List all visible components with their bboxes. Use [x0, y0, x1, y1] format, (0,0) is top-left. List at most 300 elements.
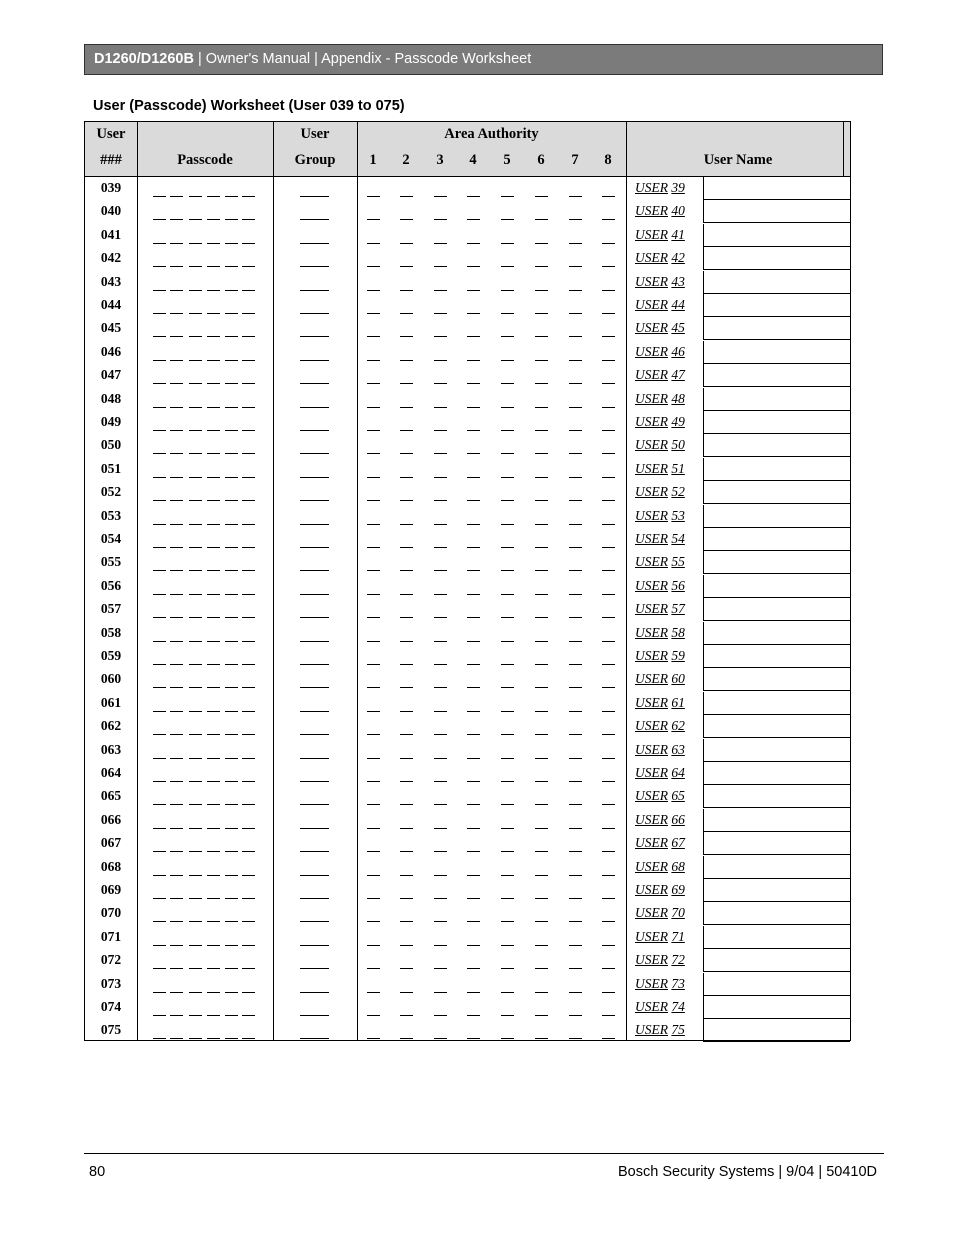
passcode-digit-blank[interactable]: [242, 968, 255, 969]
area-3-blank[interactable]: [434, 828, 447, 829]
area-7-blank[interactable]: [569, 453, 582, 454]
area-3-blank[interactable]: [434, 617, 447, 618]
passcode-digit-blank[interactable]: [225, 1015, 238, 1016]
area-7-blank[interactable]: [569, 266, 582, 267]
area-6-blank[interactable]: [535, 453, 548, 454]
area-4-blank[interactable]: [467, 968, 480, 969]
user-group-blank[interactable]: [300, 1038, 329, 1039]
passcode-digit-blank[interactable]: [153, 313, 166, 314]
passcode-digit-blank[interactable]: [153, 734, 166, 735]
passcode-digit-blank[interactable]: [189, 1038, 202, 1039]
area-4-blank[interactable]: [467, 243, 480, 244]
user-name-field[interactable]: [703, 551, 850, 574]
passcode-digit-blank[interactable]: [189, 664, 202, 665]
area-5-blank[interactable]: [501, 290, 514, 291]
passcode-digit-blank[interactable]: [153, 711, 166, 712]
area-6-blank[interactable]: [535, 828, 548, 829]
area-4-blank[interactable]: [467, 687, 480, 688]
area-2-blank[interactable]: [400, 851, 413, 852]
area-6-blank[interactable]: [535, 360, 548, 361]
passcode-digit-blank[interactable]: [153, 1038, 166, 1039]
area-6-blank[interactable]: [535, 594, 548, 595]
passcode-digit-blank[interactable]: [170, 711, 183, 712]
area-2-blank[interactable]: [400, 945, 413, 946]
area-1-blank[interactable]: [367, 407, 380, 408]
passcode-digit-blank[interactable]: [170, 734, 183, 735]
passcode-digit-blank[interactable]: [189, 828, 202, 829]
passcode-digit-blank[interactable]: [207, 617, 220, 618]
area-8-blank[interactable]: [602, 430, 615, 431]
area-3-blank[interactable]: [434, 500, 447, 501]
area-8-blank[interactable]: [602, 524, 615, 525]
area-2-blank[interactable]: [400, 524, 413, 525]
user-name-field[interactable]: [703, 294, 850, 317]
passcode-digit-blank[interactable]: [170, 992, 183, 993]
passcode-digit-blank[interactable]: [207, 851, 220, 852]
passcode-digit-blank[interactable]: [207, 360, 220, 361]
area-6-blank[interactable]: [535, 734, 548, 735]
passcode-digit-blank[interactable]: [207, 266, 220, 267]
passcode-digit-blank[interactable]: [207, 687, 220, 688]
passcode-digit-blank[interactable]: [225, 711, 238, 712]
area-2-blank[interactable]: [400, 804, 413, 805]
area-5-blank[interactable]: [501, 243, 514, 244]
area-5-blank[interactable]: [501, 219, 514, 220]
passcode-digit-blank[interactable]: [225, 290, 238, 291]
passcode-digit-blank[interactable]: [225, 992, 238, 993]
area-7-blank[interactable]: [569, 828, 582, 829]
passcode-digit-blank[interactable]: [189, 968, 202, 969]
area-2-blank[interactable]: [400, 992, 413, 993]
passcode-digit-blank[interactable]: [170, 570, 183, 571]
passcode-digit-blank[interactable]: [207, 500, 220, 501]
area-3-blank[interactable]: [434, 290, 447, 291]
area-3-blank[interactable]: [434, 1015, 447, 1016]
area-4-blank[interactable]: [467, 453, 480, 454]
area-1-blank[interactable]: [367, 664, 380, 665]
area-3-blank[interactable]: [434, 594, 447, 595]
passcode-digit-blank[interactable]: [189, 804, 202, 805]
area-4-blank[interactable]: [467, 921, 480, 922]
area-1-blank[interactable]: [367, 851, 380, 852]
user-group-blank[interactable]: [300, 266, 329, 267]
area-7-blank[interactable]: [569, 734, 582, 735]
passcode-digit-blank[interactable]: [170, 243, 183, 244]
passcode-digit-blank[interactable]: [242, 734, 255, 735]
area-8-blank[interactable]: [602, 407, 615, 408]
passcode-digit-blank[interactable]: [225, 196, 238, 197]
area-6-blank[interactable]: [535, 968, 548, 969]
passcode-digit-blank[interactable]: [153, 360, 166, 361]
area-6-blank[interactable]: [535, 945, 548, 946]
passcode-digit-blank[interactable]: [170, 1038, 183, 1039]
area-6-blank[interactable]: [535, 500, 548, 501]
passcode-digit-blank[interactable]: [170, 477, 183, 478]
passcode-digit-blank[interactable]: [207, 758, 220, 759]
area-8-blank[interactable]: [602, 617, 615, 618]
area-3-blank[interactable]: [434, 547, 447, 548]
passcode-digit-blank[interactable]: [170, 968, 183, 969]
area-4-blank[interactable]: [467, 266, 480, 267]
area-8-blank[interactable]: [602, 500, 615, 501]
area-8-blank[interactable]: [602, 336, 615, 337]
user-group-blank[interactable]: [300, 968, 329, 969]
passcode-digit-blank[interactable]: [225, 453, 238, 454]
area-4-blank[interactable]: [467, 851, 480, 852]
area-6-blank[interactable]: [535, 290, 548, 291]
area-1-blank[interactable]: [367, 313, 380, 314]
passcode-digit-blank[interactable]: [153, 992, 166, 993]
area-5-blank[interactable]: [501, 360, 514, 361]
passcode-digit-blank[interactable]: [207, 570, 220, 571]
area-7-blank[interactable]: [569, 758, 582, 759]
passcode-digit-blank[interactable]: [242, 570, 255, 571]
user-group-blank[interactable]: [300, 336, 329, 337]
passcode-digit-blank[interactable]: [207, 1038, 220, 1039]
area-3-blank[interactable]: [434, 360, 447, 361]
area-3-blank[interactable]: [434, 1038, 447, 1039]
area-3-blank[interactable]: [434, 313, 447, 314]
passcode-digit-blank[interactable]: [170, 758, 183, 759]
passcode-digit-blank[interactable]: [189, 360, 202, 361]
passcode-digit-blank[interactable]: [153, 781, 166, 782]
area-6-blank[interactable]: [535, 641, 548, 642]
area-8-blank[interactable]: [602, 453, 615, 454]
area-5-blank[interactable]: [501, 383, 514, 384]
area-6-blank[interactable]: [535, 547, 548, 548]
area-8-blank[interactable]: [602, 477, 615, 478]
area-2-blank[interactable]: [400, 453, 413, 454]
area-4-blank[interactable]: [467, 945, 480, 946]
passcode-digit-blank[interactable]: [153, 196, 166, 197]
user-group-blank[interactable]: [300, 594, 329, 595]
area-1-blank[interactable]: [367, 711, 380, 712]
passcode-digit-blank[interactable]: [170, 687, 183, 688]
area-8-blank[interactable]: [602, 851, 615, 852]
passcode-digit-blank[interactable]: [242, 687, 255, 688]
user-group-blank[interactable]: [300, 219, 329, 220]
passcode-digit-blank[interactable]: [242, 921, 255, 922]
passcode-digit-blank[interactable]: [242, 313, 255, 314]
passcode-digit-blank[interactable]: [225, 758, 238, 759]
passcode-digit-blank[interactable]: [189, 711, 202, 712]
user-name-field[interactable]: [703, 926, 850, 949]
user-group-blank[interactable]: [300, 290, 329, 291]
passcode-digit-blank[interactable]: [207, 243, 220, 244]
passcode-digit-blank[interactable]: [153, 453, 166, 454]
passcode-digit-blank[interactable]: [170, 524, 183, 525]
passcode-digit-blank[interactable]: [242, 430, 255, 431]
area-8-blank[interactable]: [602, 945, 615, 946]
area-4-blank[interactable]: [467, 500, 480, 501]
passcode-digit-blank[interactable]: [189, 407, 202, 408]
area-7-blank[interactable]: [569, 594, 582, 595]
area-2-blank[interactable]: [400, 407, 413, 408]
passcode-digit-blank[interactable]: [242, 711, 255, 712]
passcode-digit-blank[interactable]: [207, 804, 220, 805]
passcode-digit-blank[interactable]: [170, 898, 183, 899]
passcode-digit-blank[interactable]: [153, 968, 166, 969]
area-2-blank[interactable]: [400, 477, 413, 478]
area-3-blank[interactable]: [434, 219, 447, 220]
passcode-digit-blank[interactable]: [153, 898, 166, 899]
passcode-digit-blank[interactable]: [225, 617, 238, 618]
passcode-digit-blank[interactable]: [170, 664, 183, 665]
user-name-field[interactable]: [703, 996, 850, 1019]
passcode-digit-blank[interactable]: [153, 290, 166, 291]
passcode-digit-blank[interactable]: [207, 664, 220, 665]
passcode-digit-blank[interactable]: [189, 758, 202, 759]
passcode-digit-blank[interactable]: [225, 313, 238, 314]
passcode-digit-blank[interactable]: [207, 945, 220, 946]
passcode-digit-blank[interactable]: [242, 336, 255, 337]
area-6-blank[interactable]: [535, 313, 548, 314]
area-7-blank[interactable]: [569, 313, 582, 314]
passcode-digit-blank[interactable]: [170, 336, 183, 337]
area-6-blank[interactable]: [535, 219, 548, 220]
area-4-blank[interactable]: [467, 290, 480, 291]
area-2-blank[interactable]: [400, 734, 413, 735]
passcode-digit-blank[interactable]: [189, 898, 202, 899]
area-7-blank[interactable]: [569, 1015, 582, 1016]
area-4-blank[interactable]: [467, 336, 480, 337]
passcode-digit-blank[interactable]: [207, 453, 220, 454]
passcode-digit-blank[interactable]: [207, 547, 220, 548]
passcode-digit-blank[interactable]: [225, 898, 238, 899]
area-7-blank[interactable]: [569, 290, 582, 291]
passcode-digit-blank[interactable]: [225, 734, 238, 735]
passcode-digit-blank[interactable]: [225, 243, 238, 244]
passcode-digit-blank[interactable]: [153, 921, 166, 922]
area-3-blank[interactable]: [434, 758, 447, 759]
area-4-blank[interactable]: [467, 383, 480, 384]
passcode-digit-blank[interactable]: [170, 266, 183, 267]
user-group-blank[interactable]: [300, 711, 329, 712]
passcode-digit-blank[interactable]: [225, 500, 238, 501]
passcode-digit-blank[interactable]: [242, 851, 255, 852]
area-6-blank[interactable]: [535, 875, 548, 876]
area-8-blank[interactable]: [602, 196, 615, 197]
area-7-blank[interactable]: [569, 383, 582, 384]
area-8-blank[interactable]: [602, 594, 615, 595]
area-4-blank[interactable]: [467, 641, 480, 642]
passcode-digit-blank[interactable]: [170, 828, 183, 829]
area-3-blank[interactable]: [434, 383, 447, 384]
passcode-digit-blank[interactable]: [189, 687, 202, 688]
area-3-blank[interactable]: [434, 641, 447, 642]
area-5-blank[interactable]: [501, 828, 514, 829]
user-name-field[interactable]: [703, 809, 850, 832]
area-5-blank[interactable]: [501, 477, 514, 478]
passcode-digit-blank[interactable]: [153, 687, 166, 688]
area-2-blank[interactable]: [400, 711, 413, 712]
area-1-blank[interactable]: [367, 945, 380, 946]
area-7-blank[interactable]: [569, 570, 582, 571]
area-7-blank[interactable]: [569, 500, 582, 501]
user-group-blank[interactable]: [300, 360, 329, 361]
area-1-blank[interactable]: [367, 500, 380, 501]
passcode-digit-blank[interactable]: [242, 219, 255, 220]
passcode-digit-blank[interactable]: [153, 547, 166, 548]
area-6-blank[interactable]: [535, 921, 548, 922]
area-4-blank[interactable]: [467, 430, 480, 431]
area-1-blank[interactable]: [367, 547, 380, 548]
area-1-blank[interactable]: [367, 477, 380, 478]
area-1-blank[interactable]: [367, 804, 380, 805]
user-name-field[interactable]: [703, 341, 850, 364]
passcode-digit-blank[interactable]: [153, 430, 166, 431]
passcode-digit-blank[interactable]: [207, 336, 220, 337]
passcode-digit-blank[interactable]: [170, 313, 183, 314]
area-4-blank[interactable]: [467, 804, 480, 805]
passcode-digit-blank[interactable]: [207, 968, 220, 969]
area-8-blank[interactable]: [602, 313, 615, 314]
passcode-digit-blank[interactable]: [153, 407, 166, 408]
user-group-blank[interactable]: [300, 383, 329, 384]
passcode-digit-blank[interactable]: [207, 1015, 220, 1016]
passcode-digit-blank[interactable]: [225, 570, 238, 571]
area-6-blank[interactable]: [535, 477, 548, 478]
area-7-blank[interactable]: [569, 804, 582, 805]
user-group-blank[interactable]: [300, 617, 329, 618]
area-1-blank[interactable]: [367, 243, 380, 244]
passcode-digit-blank[interactable]: [153, 875, 166, 876]
user-group-blank[interactable]: [300, 547, 329, 548]
area-5-blank[interactable]: [501, 196, 514, 197]
user-group-blank[interactable]: [300, 781, 329, 782]
passcode-digit-blank[interactable]: [153, 500, 166, 501]
passcode-digit-blank[interactable]: [153, 570, 166, 571]
passcode-digit-blank[interactable]: [242, 266, 255, 267]
passcode-digit-blank[interactable]: [170, 945, 183, 946]
area-1-blank[interactable]: [367, 360, 380, 361]
area-7-blank[interactable]: [569, 407, 582, 408]
area-1-blank[interactable]: [367, 266, 380, 267]
user-name-field[interactable]: [703, 645, 850, 668]
area-3-blank[interactable]: [434, 477, 447, 478]
area-1-blank[interactable]: [367, 617, 380, 618]
area-6-blank[interactable]: [535, 1015, 548, 1016]
passcode-digit-blank[interactable]: [242, 617, 255, 618]
passcode-digit-blank[interactable]: [242, 945, 255, 946]
passcode-digit-blank[interactable]: [207, 992, 220, 993]
user-group-blank[interactable]: [300, 664, 329, 665]
area-1-blank[interactable]: [367, 687, 380, 688]
passcode-digit-blank[interactable]: [242, 477, 255, 478]
user-group-blank[interactable]: [300, 313, 329, 314]
area-3-blank[interactable]: [434, 336, 447, 337]
area-2-blank[interactable]: [400, 196, 413, 197]
passcode-digit-blank[interactable]: [170, 430, 183, 431]
user-group-blank[interactable]: [300, 804, 329, 805]
passcode-digit-blank[interactable]: [207, 828, 220, 829]
area-2-blank[interactable]: [400, 828, 413, 829]
user-name-field[interactable]: [703, 411, 850, 434]
area-1-blank[interactable]: [367, 1038, 380, 1039]
area-5-blank[interactable]: [501, 664, 514, 665]
user-group-blank[interactable]: [300, 524, 329, 525]
area-6-blank[interactable]: [535, 524, 548, 525]
user-group-blank[interactable]: [300, 851, 329, 852]
passcode-digit-blank[interactable]: [189, 477, 202, 478]
area-4-blank[interactable]: [467, 992, 480, 993]
area-8-blank[interactable]: [602, 547, 615, 548]
user-group-blank[interactable]: [300, 570, 329, 571]
passcode-digit-blank[interactable]: [207, 407, 220, 408]
passcode-digit-blank[interactable]: [153, 828, 166, 829]
area-5-blank[interactable]: [501, 453, 514, 454]
area-3-blank[interactable]: [434, 453, 447, 454]
passcode-digit-blank[interactable]: [242, 594, 255, 595]
area-1-blank[interactable]: [367, 781, 380, 782]
passcode-digit-blank[interactable]: [242, 290, 255, 291]
area-2-blank[interactable]: [400, 617, 413, 618]
area-1-blank[interactable]: [367, 641, 380, 642]
passcode-digit-blank[interactable]: [225, 968, 238, 969]
area-4-blank[interactable]: [467, 477, 480, 478]
passcode-digit-blank[interactable]: [189, 851, 202, 852]
area-1-blank[interactable]: [367, 734, 380, 735]
area-3-blank[interactable]: [434, 266, 447, 267]
area-7-blank[interactable]: [569, 524, 582, 525]
area-8-blank[interactable]: [602, 290, 615, 291]
passcode-digit-blank[interactable]: [189, 243, 202, 244]
passcode-digit-blank[interactable]: [225, 360, 238, 361]
passcode-digit-blank[interactable]: [170, 407, 183, 408]
area-8-blank[interactable]: [602, 243, 615, 244]
area-2-blank[interactable]: [400, 921, 413, 922]
user-name-field[interactable]: [703, 200, 850, 223]
area-6-blank[interactable]: [535, 851, 548, 852]
passcode-digit-blank[interactable]: [225, 781, 238, 782]
area-8-blank[interactable]: [602, 641, 615, 642]
area-1-blank[interactable]: [367, 875, 380, 876]
passcode-digit-blank[interactable]: [170, 290, 183, 291]
area-8-blank[interactable]: [602, 570, 615, 571]
area-4-blank[interactable]: [467, 313, 480, 314]
user-group-blank[interactable]: [300, 875, 329, 876]
passcode-digit-blank[interactable]: [225, 430, 238, 431]
user-name-field[interactable]: [703, 973, 850, 996]
passcode-digit-blank[interactable]: [189, 547, 202, 548]
area-5-blank[interactable]: [501, 430, 514, 431]
passcode-digit-blank[interactable]: [170, 219, 183, 220]
passcode-digit-blank[interactable]: [225, 594, 238, 595]
passcode-digit-blank[interactable]: [242, 641, 255, 642]
area-4-blank[interactable]: [467, 898, 480, 899]
area-2-blank[interactable]: [400, 313, 413, 314]
area-3-blank[interactable]: [434, 734, 447, 735]
passcode-digit-blank[interactable]: [242, 804, 255, 805]
area-7-blank[interactable]: [569, 360, 582, 361]
area-5-blank[interactable]: [501, 992, 514, 993]
passcode-digit-blank[interactable]: [189, 524, 202, 525]
area-5-blank[interactable]: [501, 570, 514, 571]
user-name-field[interactable]: [703, 247, 850, 270]
area-3-blank[interactable]: [434, 664, 447, 665]
area-3-blank[interactable]: [434, 524, 447, 525]
passcode-digit-blank[interactable]: [225, 851, 238, 852]
area-4-blank[interactable]: [467, 360, 480, 361]
passcode-digit-blank[interactable]: [225, 804, 238, 805]
passcode-digit-blank[interactable]: [170, 383, 183, 384]
area-8-blank[interactable]: [602, 711, 615, 712]
user-group-blank[interactable]: [300, 453, 329, 454]
passcode-digit-blank[interactable]: [225, 875, 238, 876]
user-name-field[interactable]: [703, 879, 850, 902]
area-5-blank[interactable]: [501, 758, 514, 759]
passcode-digit-blank[interactable]: [225, 477, 238, 478]
